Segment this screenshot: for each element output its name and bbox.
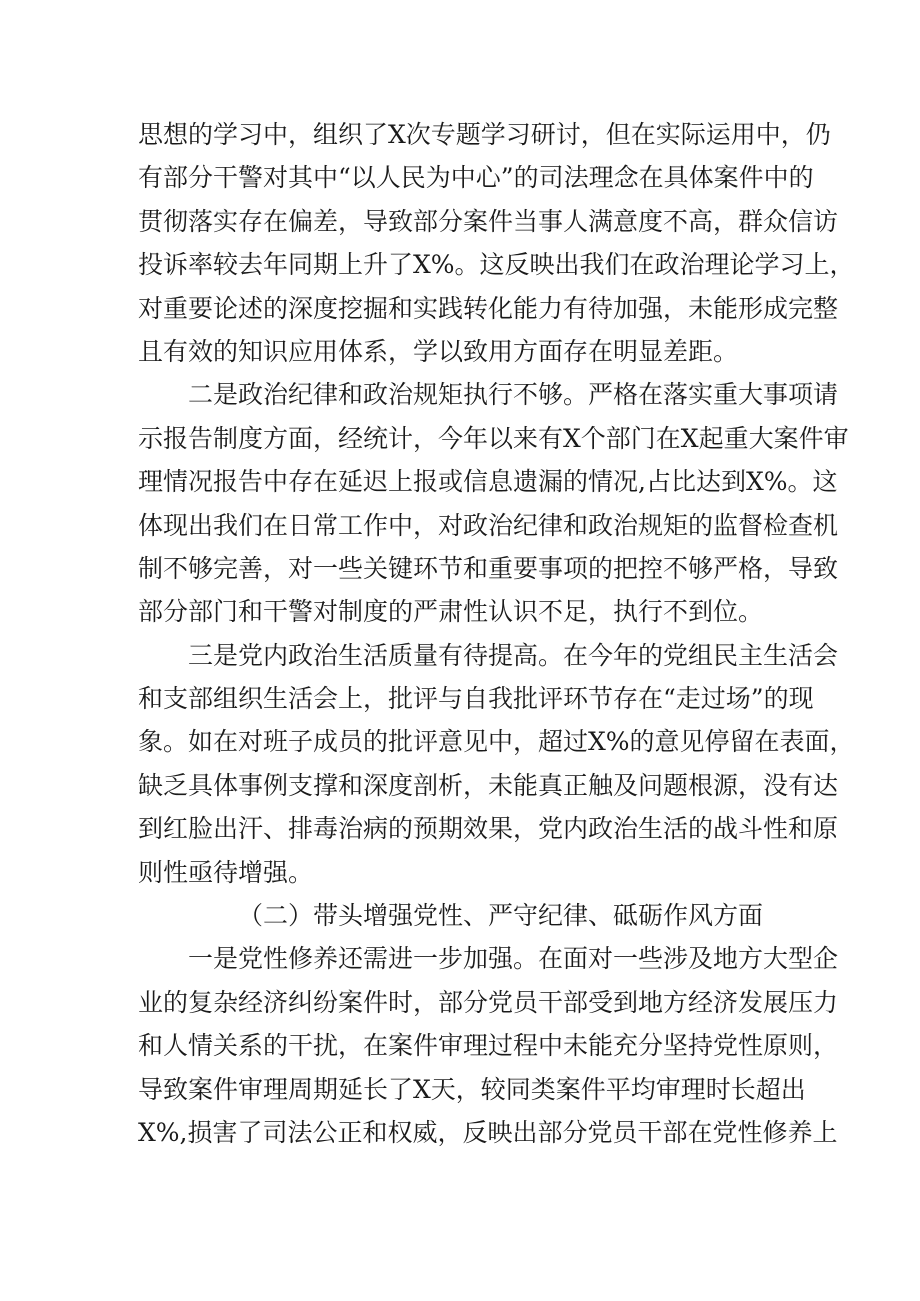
paragraph-political-theory-continuation	[138, 113, 855, 373]
text-line: 理情况报告中存在延迟上报或信息遗漏的情况,占比达到X%。这	[138, 467, 838, 497]
text-line: 二是政治纪律和政治规矩执行不够。严格在落实重大事项请	[188, 380, 839, 410]
text-line: 对重要论述的深度挖掘和实践转化能力有待加强，未能形成完整	[138, 293, 839, 323]
text-line: 部分部门和干警对制度的严肃性认识不足，执行不到位。	[138, 597, 764, 627]
paragraph-political-discipline	[138, 373, 849, 633]
document-body	[138, 113, 855, 1154]
text-line: 缺乏具体事例支撑和深度剖析，未能真正触及问题根源，没有达	[138, 770, 839, 800]
text-line: 投诉率较去年同期上升了X%。这反映出我们在政治理论学习上，	[138, 250, 855, 280]
section-heading	[138, 894, 788, 937]
paragraph-party-spirit	[138, 937, 839, 1154]
text-line: X%,损害了司法公正和权威，反映出部分党员干部在党性修养上	[138, 1117, 838, 1147]
text-line: 贯彻落实存在偏差，导致部分案件当事人满意度不高，群众信访	[138, 206, 839, 236]
text-line: 导致案件审理周期延长了X天，较同类案件平均审理时长超出	[138, 1074, 806, 1104]
paragraph-party-political-life	[138, 634, 855, 894]
text-line: 有部分干警对其中“以人民为中心”的司法理念在具体案件中的	[138, 163, 814, 193]
text-line: 三是党内政治生活质量有待提高。在今年的党组民主生活会	[188, 640, 839, 670]
text-line: 和人情关系的干扰，在案件审理过程中未能充分坚持党性原则，	[138, 1031, 839, 1061]
text-line: 和支部组织生活会上，批评与自我批评环节存在“走过场”的现	[138, 684, 814, 714]
text-line: 象。如在对班子成员的批评意见中，超过X%的意见停留在表面，	[138, 727, 855, 757]
text-line: 业的复杂经济纠纷案件时，部分党员干部受到地方经济发展压力	[138, 987, 839, 1017]
text-line: 思想的学习中，组织了X次专题学习研讨，但在实际运用中，仍	[138, 120, 831, 149]
text-line: 到红脸出汗、排毒治病的预期效果，党内政治生活的战斗性和原	[138, 814, 839, 844]
text-line: 示报告制度方面，经统计，今年以来有X个部门在X起重大案件审	[138, 423, 849, 453]
text-line: 体现出我们在日常工作中，对政治纪律和政治规矩的监督检查机	[138, 510, 839, 540]
text-line: 制不够完善，对一些关键环节和重要事项的把控不够严格，导致	[138, 553, 839, 583]
text-line: 一是党性修养还需进一步加强。在面对一些涉及地方大型企	[188, 944, 839, 974]
section-heading-text: （二）带头增强党性、严守纪律、砥砺作风方面	[238, 901, 764, 931]
text-line: 则性亟待增强。	[138, 857, 314, 887]
text-line: 且有效的知识应用体系，学以致用方面存在明显差距。	[138, 336, 739, 366]
